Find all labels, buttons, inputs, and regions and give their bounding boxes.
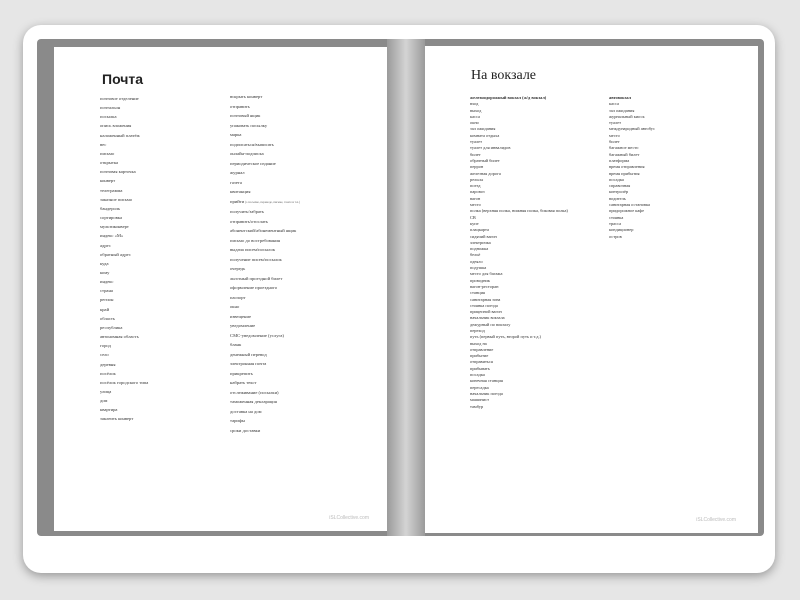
vocab-item: международный автобус	[609, 126, 655, 132]
vocab-item: прибытие	[470, 353, 489, 359]
vocab-item: СМС-уведомление (услуга)	[230, 332, 284, 338]
vocab-item: санитарная зона	[470, 296, 501, 302]
vocab-item: касса	[470, 113, 480, 119]
page-gutter	[387, 39, 425, 536]
vocab-item: багажный билет	[609, 151, 640, 157]
vocab-item: набрать текст	[230, 380, 257, 385]
vocab-item: электричка	[470, 239, 491, 245]
vocab-item: отправить	[230, 103, 250, 109]
vocab-item: переход	[470, 327, 485, 333]
vocab-column-railway	[470, 95, 568, 410]
vocab-item: очередь	[230, 266, 246, 271]
vocab-item: уведомление	[230, 323, 256, 328]
vocab-item: мультиконверт	[100, 224, 129, 230]
vocab-item: прийти (о посылке, переводе, письме, газете и т.п.)	[230, 198, 300, 204]
vocab-item: прицепной вагон	[470, 309, 502, 315]
vocab-item: заказное письмо	[100, 196, 133, 202]
vocab-item: билет	[470, 151, 481, 157]
vocab-item: получение писем/посылок	[230, 256, 282, 262]
vocab-item: улица	[100, 389, 112, 394]
vocab-item: область	[100, 315, 115, 321]
vocab-item: куда	[100, 260, 109, 266]
vocab-item: бланк	[230, 342, 242, 347]
vocab-item: рельсы	[470, 176, 484, 182]
vocab-item: электронная почта	[230, 361, 267, 366]
vocab-item: квартира	[100, 407, 118, 413]
vocab-item: телеграмма	[100, 187, 123, 193]
vocab-item: регион	[100, 297, 114, 303]
vocab-item: тарифы	[230, 418, 245, 423]
vocab-item: письмо до востребования	[230, 237, 280, 243]
vocab-item: время прибытия	[609, 170, 640, 176]
vocab-item: посёлок городского типа	[100, 379, 149, 385]
page-train-station	[425, 46, 758, 533]
vocab-item: почтовый ящик	[230, 113, 261, 118]
vocab-item: получить/забрать	[230, 209, 264, 214]
vocab-item: вход	[470, 101, 479, 107]
vocab-item: обратный адрес	[100, 251, 131, 257]
vocab-item: выход на	[470, 340, 487, 346]
vocab-item: СВ	[470, 214, 476, 220]
vocab-item: открытка	[100, 160, 119, 166]
vocab-item: плацкарта	[470, 227, 489, 233]
vocab-item: зал ожидания	[609, 107, 635, 113]
vocab-item: багажное место	[609, 145, 639, 151]
vocab-item: проводник	[470, 277, 490, 283]
page-post-office	[54, 47, 387, 531]
vocab-item: одеяло	[470, 258, 483, 264]
vocab-item: упаковать посылку	[230, 122, 268, 128]
vocab-item: сидячий вагон	[470, 233, 497, 239]
watermark: iSLCollective.com	[329, 515, 369, 521]
vocab-item: платформа	[609, 157, 630, 163]
vocab-item: начальник вокзала	[470, 315, 505, 321]
column-header: автовокзал	[609, 95, 632, 100]
vocab-item: обратный билет	[470, 157, 500, 163]
vocab-item: остров	[609, 233, 622, 239]
vocab-item: край	[100, 306, 110, 312]
vocab-item: контролёр	[609, 189, 629, 195]
vocab-item: пересадка	[470, 384, 489, 390]
vocab-item: посёлок	[100, 370, 116, 376]
vocab-item: отслеживание (посылки)	[230, 389, 279, 395]
vocab-item: извещение	[230, 313, 251, 319]
vocab-item: дежурный по вокзалу	[470, 321, 511, 327]
vocab-item: билет	[609, 139, 620, 145]
vocab-item: опись вложения	[100, 123, 132, 129]
vocab-item: автономная область	[100, 334, 139, 340]
vocab-column-1	[100, 94, 148, 424]
vocab-item: тамбур	[470, 403, 484, 409]
vocab-item: письмо	[100, 150, 115, 156]
vocab-item: посадка	[609, 176, 624, 182]
vocab-item: санитарная остановка	[609, 202, 650, 208]
vocab-item: выдача писем/посылок	[230, 247, 275, 252]
vocab-item: туалет	[609, 120, 622, 126]
vocab-item: отправление	[470, 346, 494, 352]
vocab-item: выход	[470, 107, 482, 113]
vocab-item: касса	[609, 101, 619, 107]
vocab-item: город	[100, 343, 111, 349]
vocab-item: полка (верхняя полка, нижняя полка, боковая полка)	[470, 208, 568, 214]
vocab-item: журнал	[230, 170, 245, 175]
vocab-item: денежный перевод	[230, 351, 267, 357]
vocab-item: подушка	[470, 265, 487, 271]
vocab-item: посадка	[470, 372, 485, 378]
vocab-item: начальник поезда	[470, 390, 503, 396]
vocab-column-2	[230, 92, 300, 435]
vocab-item: станция	[470, 290, 485, 296]
column-header: железнодорожный вокзал (ж/д вокзал)	[470, 95, 547, 100]
vocab-item: индекс	[100, 279, 114, 285]
vocab-item: паровоз	[470, 189, 485, 195]
vocab-item: вес	[100, 141, 107, 147]
page-title: Почта	[102, 71, 144, 87]
document-viewer	[37, 39, 764, 536]
vocab-column-bus	[609, 95, 655, 240]
vocab-item: сортировка	[100, 215, 123, 221]
vocab-item: дом	[100, 398, 108, 404]
vocab-list	[470, 101, 568, 410]
vocab-item: периодическое издание	[230, 160, 276, 166]
vocab-item: бельё	[470, 252, 481, 258]
vocab-item: стоянка поезда	[470, 302, 498, 308]
vocab-item: поезд	[470, 183, 481, 189]
vocab-item: отправить/отослать	[230, 218, 268, 224]
page-title: На вокзале	[471, 68, 537, 83]
vocab-item: придорожное кафе	[609, 208, 645, 214]
vocab-item: наложенный платёж	[100, 132, 140, 138]
vocab-item: прикрепить	[230, 370, 253, 376]
vocab-item: таможенная декларация	[230, 399, 277, 404]
vocab-item: журнальный киоск	[609, 113, 645, 119]
vocab-item: республика	[100, 324, 123, 330]
vocab-item: кондиционер	[609, 227, 634, 233]
vocab-item: онлайн-подписка	[230, 151, 264, 156]
vocab-item: туалет для инвалидов	[470, 145, 511, 151]
vocab-item: комната отдыха	[470, 132, 500, 138]
vocab-item: железная дорога	[470, 170, 501, 176]
vocab-item: заклеить конверт	[100, 416, 134, 422]
vocab-item: перрон	[470, 164, 484, 170]
vocab-item: купе	[470, 220, 479, 226]
vocab-item: зал ожидания	[470, 126, 496, 132]
vocab-note: (о посылке, переводе, письме, газете и т.п.)	[244, 199, 300, 204]
vocab-item: подписаться/выписать	[230, 141, 274, 147]
vocab-item: место	[609, 132, 620, 138]
vocab-item: окно	[230, 304, 240, 309]
vocab-item: посылка	[100, 114, 117, 120]
vocab-item: вагон-ресторан	[470, 283, 499, 289]
vocab-item: почтальон	[100, 105, 121, 111]
vocab-item: квитанция	[230, 189, 251, 194]
vocab-item: отправиться	[470, 359, 493, 365]
vocab-item: страна	[100, 288, 113, 294]
vocab-item: окно	[470, 120, 479, 126]
vocab-item: село	[100, 352, 109, 358]
vocab-item: стоянка	[609, 214, 624, 220]
slide-frame	[23, 25, 775, 573]
vocab-item: абонентский/абонементный ящик	[230, 228, 297, 233]
vocab-item: марка	[230, 132, 242, 137]
vocab-item: туалет	[470, 139, 483, 145]
vocab-item: почтовое отделение	[100, 96, 139, 101]
vocab-item: конверт	[100, 178, 116, 184]
vocab-item: кому	[100, 269, 110, 275]
vocab-item: подножка	[470, 246, 489, 252]
vocab-item: паспорт	[230, 294, 246, 300]
vocab-item: место	[470, 202, 481, 208]
vocab-item: сроки доставки	[230, 427, 261, 433]
vocab-item: адрес	[100, 242, 111, 248]
vocab-item: место для багажа	[470, 271, 503, 277]
vocab-item: путь (первый путь, второй путь и т.д.)	[470, 334, 541, 340]
vocab-item: водитель	[609, 195, 626, 201]
vocab-item: индекс «М»	[100, 233, 124, 239]
vocab-item: деревня	[100, 361, 116, 367]
vocab-item: доставка на дом	[230, 408, 262, 414]
vocab-item: время отправления	[609, 164, 645, 170]
vocab-item: вскрыть конверт	[230, 94, 263, 99]
vocab-item: бандероль	[100, 205, 121, 211]
vocab-item: оформление проездного	[230, 285, 278, 290]
vocab-list	[609, 101, 655, 240]
vocab-item: газета	[230, 179, 242, 185]
vocab-item: трасса	[609, 220, 622, 226]
watermark: iSLCollective.com	[696, 517, 736, 523]
vocab-item: прибывать	[470, 365, 490, 371]
vocab-item: почтовая карточка	[100, 169, 136, 175]
vocab-item: льготный проездной билет	[230, 275, 283, 281]
vocab-item: справочная	[609, 183, 631, 189]
vocab-item: вагон	[470, 195, 481, 201]
vocab-item: конечная станция	[470, 378, 503, 384]
vocab-item: машинист	[470, 397, 489, 403]
